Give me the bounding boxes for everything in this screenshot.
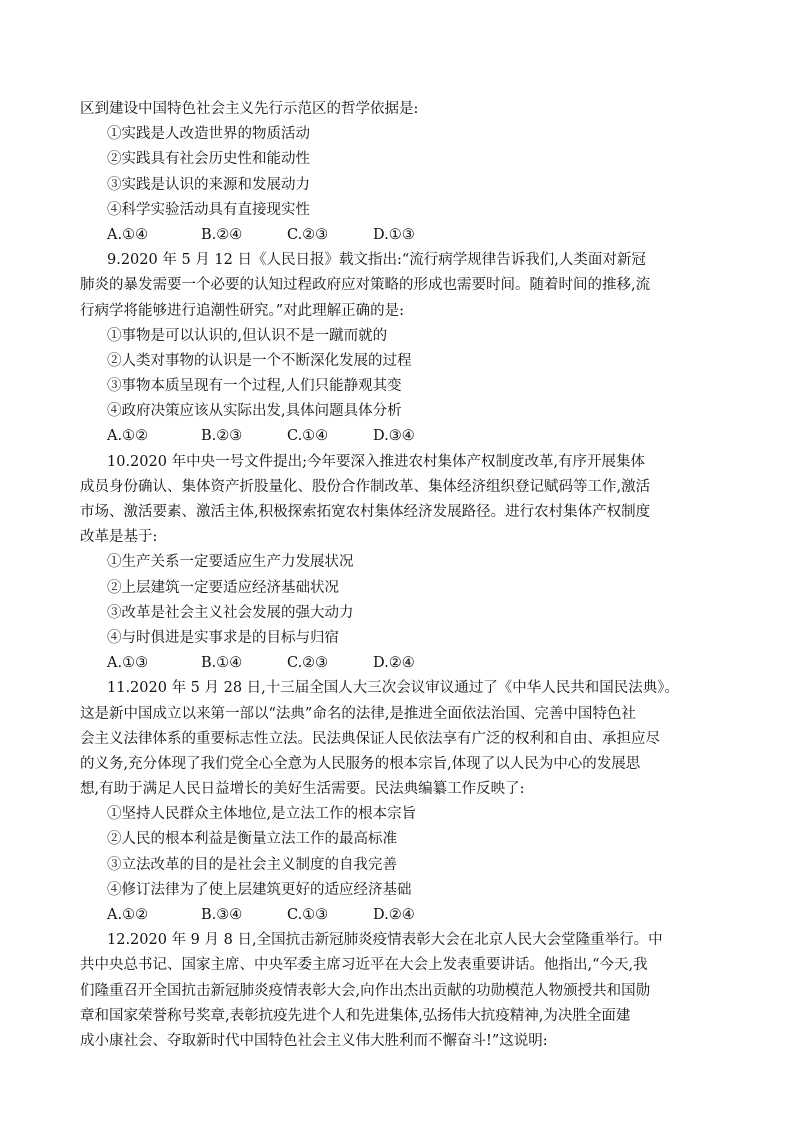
question-8-choice-d: D.①③ bbox=[373, 226, 415, 243]
question-10-choice-a: A.①③ bbox=[107, 655, 149, 672]
question-10-choice-b: B.①④ bbox=[201, 655, 243, 672]
question-12-stem-line-3: 们隆重召开全国抗击新冠肺炎疫情表彰大会,向作出杰出贡献的功勋模范人物颁授共和国勋 bbox=[80, 982, 651, 999]
question-11-option-4: ④修订法律为了使上层建筑更好的适应经济基础 bbox=[107, 881, 412, 898]
question-8-choice-a: A.①④ bbox=[107, 226, 149, 243]
question-10-stem-line-3: 市场、激活要素、激活主体,积极探索拓宽农村集体经济发展路径。进行农村集体产权制度 bbox=[80, 504, 651, 520]
question-9-choice-b: B.②③ bbox=[201, 428, 243, 445]
question-11-option-1: ①坚持人民群众主体地位,是立法工作的根本宗旨 bbox=[107, 806, 417, 823]
question-9-choice-a: A.①② bbox=[107, 428, 149, 445]
question-12-stem-line-5: 成小康社会、夺取新时代中国特色社会主义伟大胜利而不懈奋斗!”这说明: bbox=[80, 1032, 548, 1049]
question-8-option-2: ②实践具有社会历史性和能动性 bbox=[107, 151, 310, 168]
question-11-choice-c: C.①③ bbox=[287, 907, 329, 923]
question-8-choices bbox=[80, 223, 720, 248]
question-12 bbox=[80, 928, 720, 1054]
question-11-option-3: ③立法改革的目的是社会主义制度的自我完善 bbox=[107, 856, 397, 873]
question-9-option-2: ②人类对事物的认识是一个不断深化发展的过程 bbox=[107, 352, 412, 369]
question-10-stem-line-4: 改革是基于: bbox=[80, 529, 158, 546]
question-11-stem-line-4: 的义务,充分体现了我们党全心全意为人民服务的根本宗旨,体现了以人民为中心的发展思 bbox=[80, 755, 641, 772]
question-11-choices bbox=[80, 903, 720, 928]
question-11-stem-line-2: 这是新中国成立以来第一部以“法典”命名的法律,是推进全面依法治国、完善中国特色社 bbox=[80, 705, 636, 722]
question-9-stem-line-3: 行病学将能够进行追潮性研究。”对此理解正确的是: bbox=[80, 302, 405, 319]
question-10-option-2: ②上层建筑一定要适应经济基础状况 bbox=[107, 579, 339, 596]
question-10-stem-line-2: 成员身份确认、集体资产折股量化、股份合作制改革、集体经济组织登记赋码等工作,激活 bbox=[80, 478, 651, 495]
question-11-stem-line-1: 11.2020 年 5 月 28 日,十三届全国人大三次会议审议通过了《中华人民共和国民法典》。 bbox=[107, 680, 680, 697]
question-11-choice-b: B.③④ bbox=[201, 907, 243, 923]
question-12-stem-line-1: 12.2020 年 9 月 8 日,全国抗击新冠肺炎疫情表彰大会在北京人民大会堂隆重举行。中 bbox=[107, 932, 663, 949]
question-10-option-1: ①生产关系一定要适应生产力发展状况 bbox=[107, 554, 354, 571]
question-10-choices bbox=[80, 651, 720, 676]
question-8-option-1: ①实践是人改造世界的物质活动 bbox=[107, 126, 310, 143]
question-9-stem-line-2: 肺炎的暴发需要一个必要的认知过程政府应对策略的形成也需要时间。随着时间的推移,流 bbox=[80, 277, 651, 294]
document-body bbox=[80, 97, 720, 1054]
question-12-stem-line-4: 章和国家荣誉称号奖章,表彰抗疫先进个人和先进集体,弘扬伟大抗疫精神,为决胜全面建 bbox=[80, 1007, 631, 1024]
question-11-choice-d: D.②④ bbox=[373, 907, 415, 923]
question-11-stem-line-5: 想,有助于满足人民日益增长的美好生活需要。民法典编纂工作反映了: bbox=[80, 781, 525, 798]
question-10-choice-c: C.②③ bbox=[287, 655, 329, 672]
question-9-choices bbox=[80, 424, 720, 449]
question-8-stem: 区到建设中国特色社会主义先行示范区的哲学依据是: bbox=[80, 101, 419, 117]
question-9-choice-c: C.①④ bbox=[287, 428, 329, 445]
question-8-choice-c: C.②③ bbox=[287, 226, 329, 243]
question-8-choice-b: B.②④ bbox=[201, 226, 243, 243]
question-9-option-4: ④政府决策应该从实际出发,具体问题具体分析 bbox=[107, 403, 402, 420]
question-8-option-3: ③实践是认识的来源和发展动力 bbox=[107, 176, 310, 193]
question-8-option-4: ④科学实验活动具有直接现实性 bbox=[107, 201, 310, 218]
question-9-stem-line-1: 9.2020 年 5 月 12 日《人民日报》载文指出:“流行病学规律告诉我们,人类面对新冠 bbox=[107, 252, 646, 269]
question-10-choice-d: D.②④ bbox=[373, 655, 415, 672]
question-11-choice-a: A.①② bbox=[107, 907, 149, 923]
question-12-stem-line-2: 共中央总书记、国家主席、中央军委主席习近平在大会上发表重要讲话。他指出,“今天,我 bbox=[80, 957, 648, 974]
question-9 bbox=[80, 248, 720, 450]
question-9-option-1: ①事物是可以认识的,但认识不是一蹴而就的 bbox=[107, 327, 388, 344]
question-9-option-3: ③事物本质呈现有一个过程,人们只能静观其变 bbox=[107, 378, 402, 395]
question-10 bbox=[80, 450, 720, 677]
question-10-option-3: ③改革是社会主义社会发展的强大动力 bbox=[107, 604, 354, 621]
question-11-stem-line-3: 会主义法律体系的重要标志性立法。民法典保证人民依法享有广泛的权利和自由、承担应尽 bbox=[80, 730, 660, 747]
question-8 bbox=[80, 97, 720, 248]
question-11 bbox=[80, 676, 720, 928]
question-11-option-2: ②人民的根本利益是衡量立法工作的最高标准 bbox=[107, 831, 397, 848]
question-9-choice-d: D.③④ bbox=[373, 428, 415, 445]
question-10-option-4: ④与时俱进是实事求是的目标与归宿 bbox=[107, 629, 339, 646]
question-10-stem-line-1: 10.2020 年中央一号文件提出;今年要深入推进农村集体产权制度改革,有序开展集体 bbox=[107, 453, 646, 470]
